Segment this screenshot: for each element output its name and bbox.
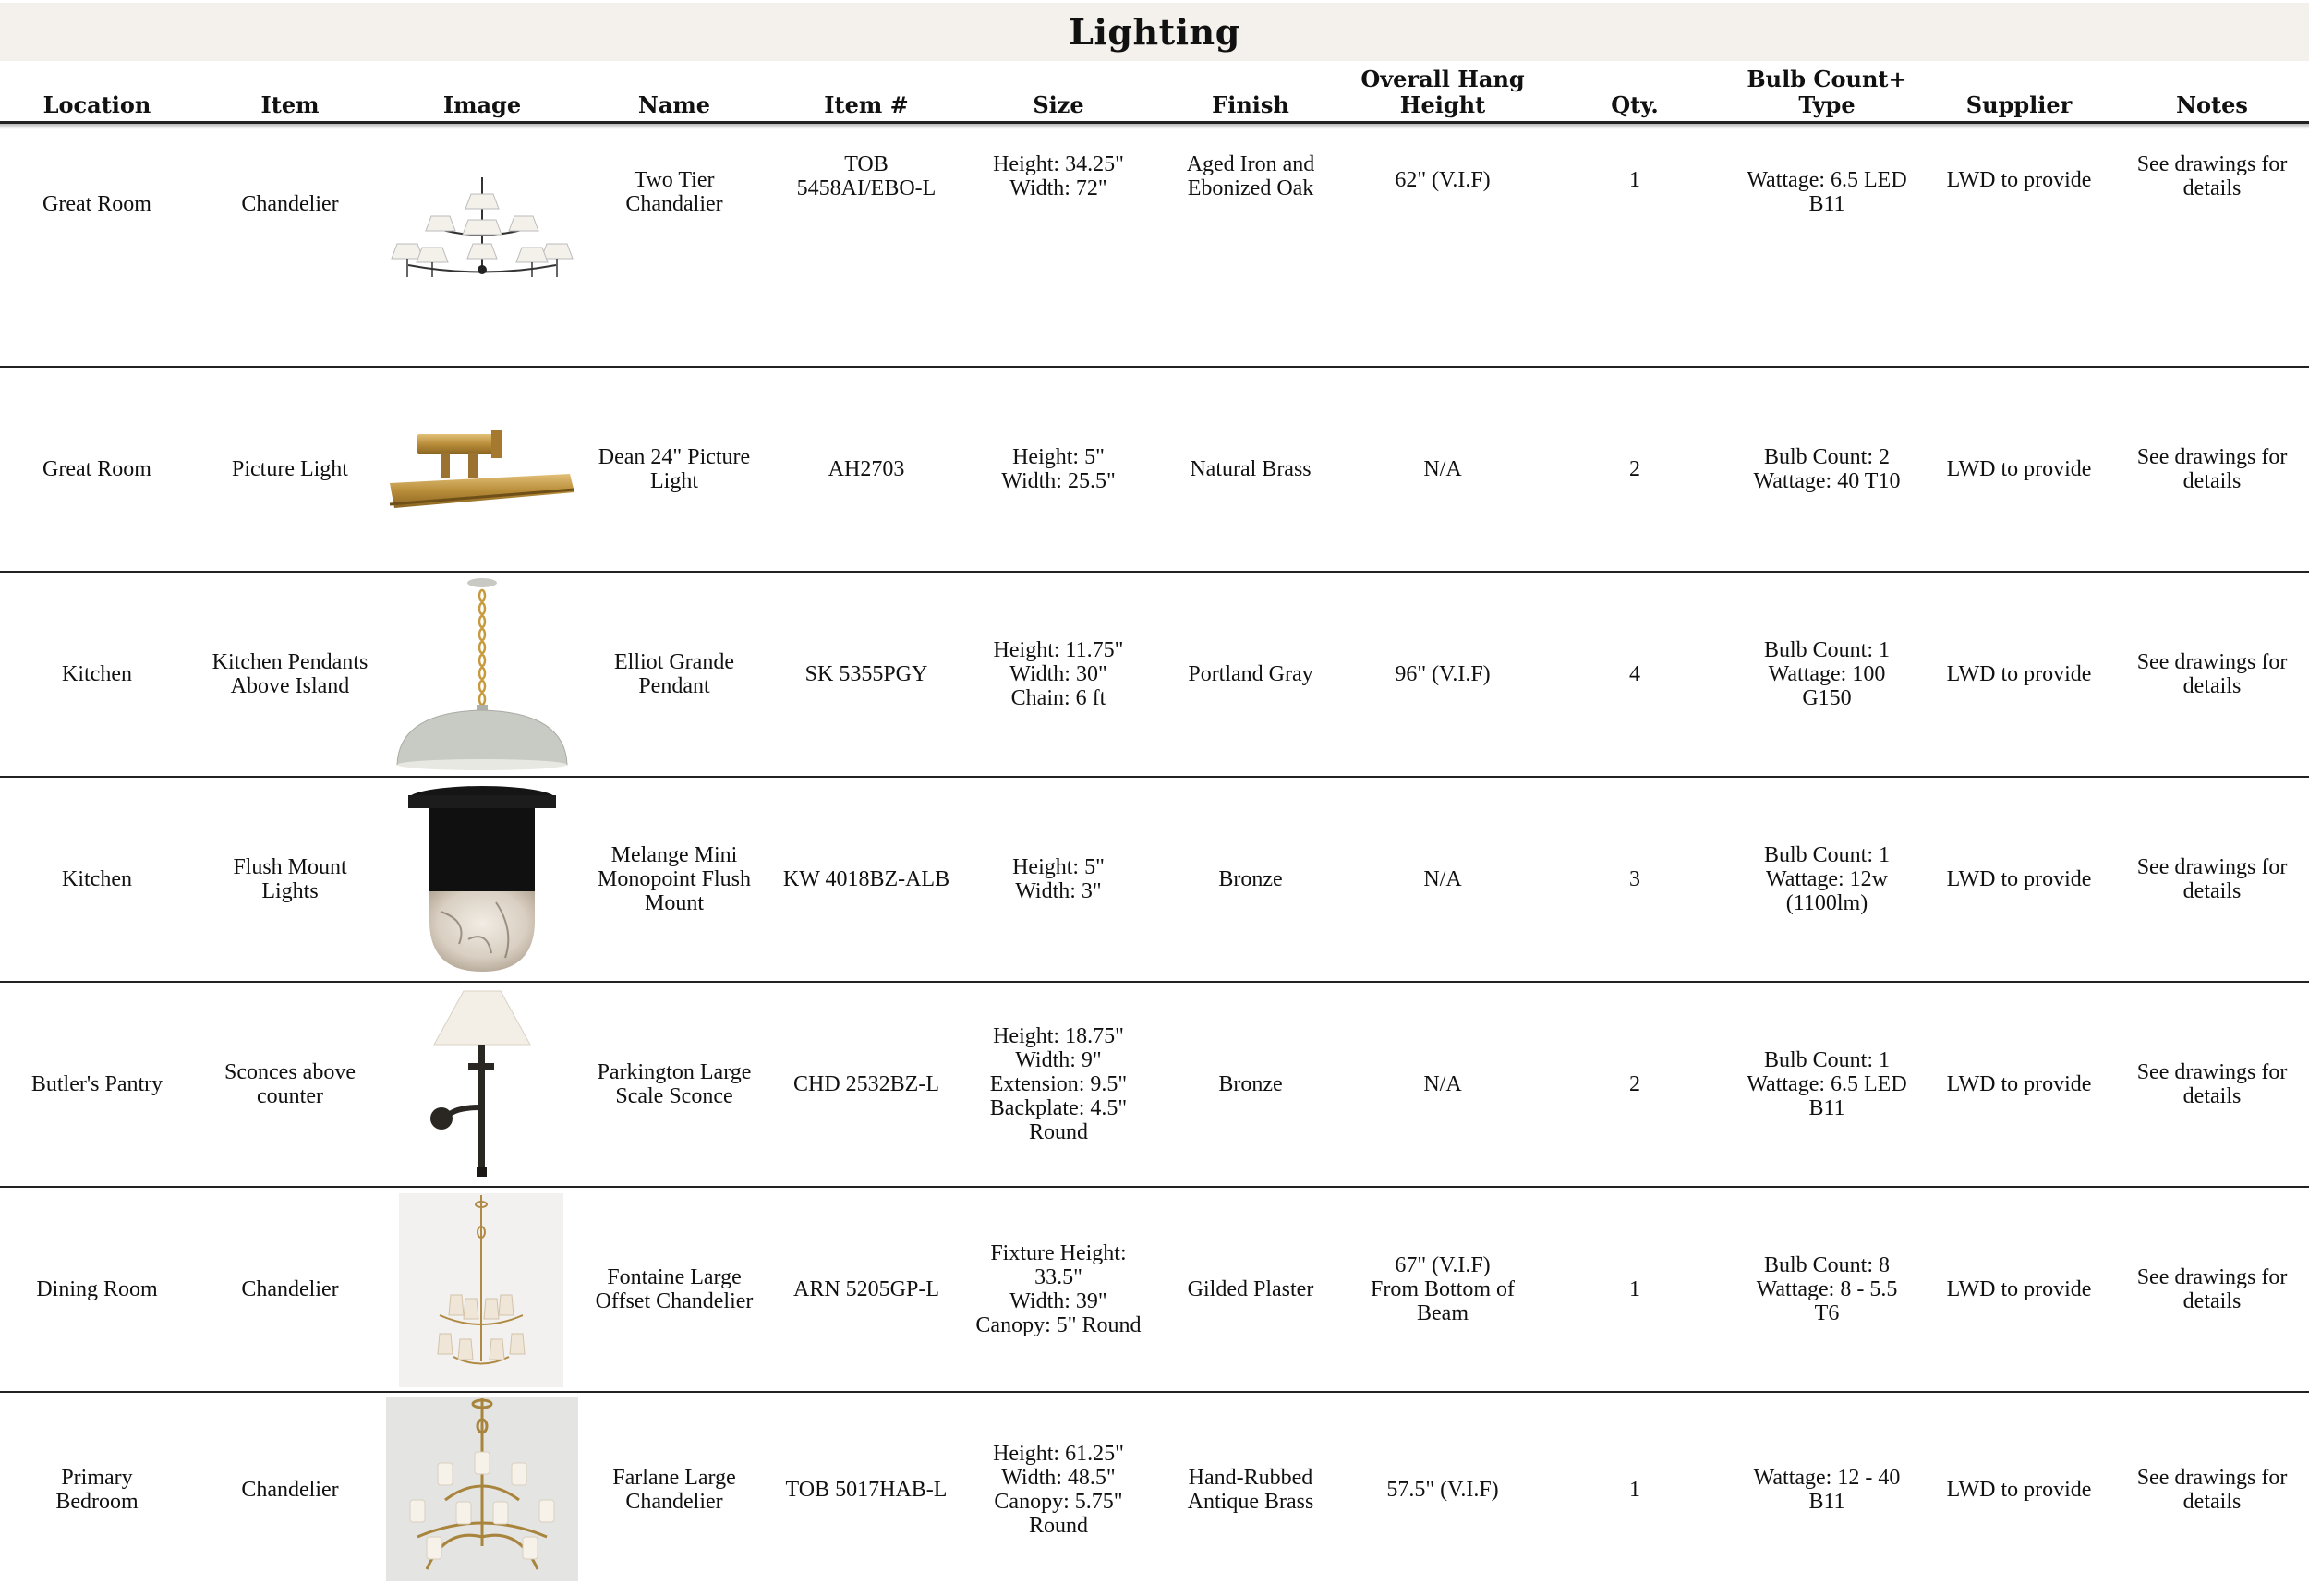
cell-size: Height: 18.75" Width: 9" Extension: 9.5" Backplate: 4.5" Round (989, 1024, 1128, 1144)
cell-bulb: Bulb Count: 1 Wattage: 100 G150 (1763, 638, 1891, 710)
cell-size: Height: 5" Width: 3" (1012, 855, 1105, 903)
brass-chandelier-icon (386, 1396, 578, 1581)
cell-bulb: Bulb Count: 1 Wattage: 6.5 LED B11 (1747, 1048, 1907, 1120)
cell-notes: See drawings for details (2136, 1060, 2288, 1108)
cell-location: Great Room (42, 192, 151, 216)
cell-item: Sconces above counter (224, 1060, 356, 1108)
cell-location: Great Room (42, 457, 151, 481)
cell-supplier: LWD to provide (1946, 867, 2092, 891)
cell-size: Height: 5" Width: 25.5" (1001, 445, 1116, 493)
table-row (0, 1393, 2309, 1596)
table-row (0, 573, 2309, 778)
cell-item-number: KW 4018BZ-ALB (782, 867, 950, 891)
cell-hang-height: N/A (1423, 1072, 1462, 1096)
table-row (0, 1188, 2309, 1393)
col-qty: Qty. (1611, 91, 1659, 118)
cell-item: Chandelier (241, 1478, 339, 1502)
cell-hang-height: N/A (1423, 457, 1462, 481)
cell-hang-height: 67" (V.I.F) From Bottom of Beam (1370, 1253, 1515, 1325)
cell-bulb: Bulb Count: 8 Wattage: 8 - 5.5 T6 (1756, 1253, 1898, 1325)
cell-item-number: CHD 2532BZ-L (793, 1072, 939, 1096)
table-body[interactable] (0, 124, 2309, 1538)
cell-notes: See drawings for details (2136, 445, 2288, 493)
cell-item-number: AH2703 (828, 457, 905, 481)
cell-size: Fixture Height: 33.5" Width: 39" Canopy: 5" Round (975, 1241, 1142, 1337)
cell-notes: See drawings for details (2136, 1466, 2288, 1514)
col-finish: Finish (1212, 91, 1289, 118)
cell-supplier: LWD to provide (1946, 1277, 2092, 1301)
col-image: Image (442, 91, 522, 118)
cell-bulb: Bulb Count: 2 Wattage: 40 T10 (1753, 445, 1901, 493)
cell-notes: See drawings for details (2136, 650, 2288, 698)
col-size: Size (1033, 91, 1084, 118)
cell-name: Parkington Large Scale Sconce (597, 1060, 752, 1108)
col-item-number: Item # (824, 91, 909, 118)
cell-hang-height: 57.5" (V.I.F) (1386, 1478, 1499, 1502)
cell-size: Height: 11.75" Width: 30" Chain: 6 ft (993, 638, 1124, 710)
cell-notes: See drawings for details (2136, 855, 2288, 903)
cell-qty: 2 (1629, 457, 1640, 481)
cell-item: Chandelier (241, 192, 339, 216)
flush-mount-icon (386, 778, 578, 981)
cell-location: Primary Bedroom (55, 1466, 139, 1514)
picture-light-icon (386, 368, 578, 571)
cell-finish: Gilded Plaster (1187, 1277, 1314, 1301)
cell-finish: Natural Brass (1190, 457, 1312, 481)
col-name: Name (637, 91, 711, 118)
cell-name: Fontaine Large Offset Chandelier (595, 1265, 754, 1313)
cell-item: Flush Mount Lights (233, 855, 347, 903)
cell-notes: See drawings for details (2136, 1265, 2288, 1313)
col-bulb: Bulb Count+ Type (1747, 66, 1907, 118)
cell-notes: See drawings for details (2136, 152, 2288, 200)
cell-name: Farlane Large Chandelier (612, 1466, 736, 1514)
col-hang-height: Overall Hang Height (1360, 66, 1525, 118)
table-row (0, 983, 2309, 1188)
cell-bulb: Bulb Count: 1 Wattage: 12w (1100lm) (1763, 843, 1891, 915)
col-supplier: Supplier (1965, 91, 2073, 118)
cell-finish: Hand-Rubbed Antique Brass (1187, 1466, 1314, 1514)
table-row (0, 778, 2309, 983)
header-shadow (0, 124, 2309, 129)
cell-qty: 3 (1629, 867, 1640, 891)
cell-bulb: Wattage: 6.5 LED B11 (1747, 168, 1907, 216)
cell-item: Kitchen Pendants Above Island (212, 650, 369, 698)
cell-item: Picture Light (232, 457, 348, 481)
cell-item-number: TOB 5458AI/EBO-L (796, 152, 937, 200)
cell-supplier: LWD to provide (1946, 1478, 2092, 1502)
cell-finish: Aged Iron and Ebonized Oak (1186, 152, 1315, 200)
cell-location: Butler's Pantry (30, 1072, 163, 1096)
col-item: Item (260, 91, 320, 118)
cell-name: Two Tier Chandalier (625, 168, 723, 216)
table-row (0, 42, 2309, 368)
cell-qty: 1 (1629, 168, 1640, 192)
cell-qty: 1 (1629, 1478, 1640, 1502)
cell-location: Kitchen (62, 662, 132, 686)
cell-finish: Bronze (1218, 1072, 1283, 1096)
offset-chandelier-icon (399, 1193, 563, 1387)
cell-location: Dining Room (36, 1277, 158, 1301)
cell-bulb: Wattage: 12 - 40 B11 (1753, 1466, 1901, 1514)
wall-sconce-icon (386, 983, 578, 1186)
col-notes: Notes (2176, 91, 2248, 118)
cell-hang-height: 62" (V.I.F) (1395, 168, 1491, 192)
cell-supplier: LWD to provide (1946, 662, 2092, 686)
col-location: Location (42, 91, 151, 118)
cell-name: Elliot Grande Pendant (614, 650, 734, 698)
cell-supplier: LWD to provide (1946, 168, 2092, 192)
dome-pendant-icon (386, 573, 578, 776)
cell-qty: 4 (1629, 662, 1640, 686)
cell-item-number: SK 5355PGY (804, 662, 928, 686)
cell-size: Height: 34.25" Width: 72" (993, 152, 1124, 200)
cell-name: Melange Mini Monopoint Flush Mount (597, 843, 752, 915)
cell-item-number: TOB 5017HAB-L (785, 1478, 948, 1502)
cell-finish: Portland Gray (1188, 662, 1313, 686)
cell-qty: 2 (1629, 1072, 1640, 1096)
cell-finish: Bronze (1218, 867, 1283, 891)
table-row (0, 368, 2309, 573)
cell-location: Kitchen (62, 867, 132, 891)
cell-supplier: LWD to provide (1946, 457, 2092, 481)
cell-hang-height: 96" (V.I.F) (1395, 662, 1491, 686)
two-tier-chandelier-icon (386, 168, 578, 297)
cell-size: Height: 61.25" Width: 48.5" Canopy: 5.75" Round (993, 1442, 1124, 1538)
cell-qty: 1 (1629, 1277, 1640, 1301)
cell-hang-height: N/A (1423, 867, 1462, 891)
page-title: Lighting (1069, 11, 1240, 53)
cell-item-number: ARN 5205GP-L (792, 1277, 939, 1301)
cell-item: Chandelier (241, 1277, 339, 1301)
cell-name: Dean 24" Picture Light (598, 445, 751, 493)
cell-supplier: LWD to provide (1946, 1072, 2092, 1096)
